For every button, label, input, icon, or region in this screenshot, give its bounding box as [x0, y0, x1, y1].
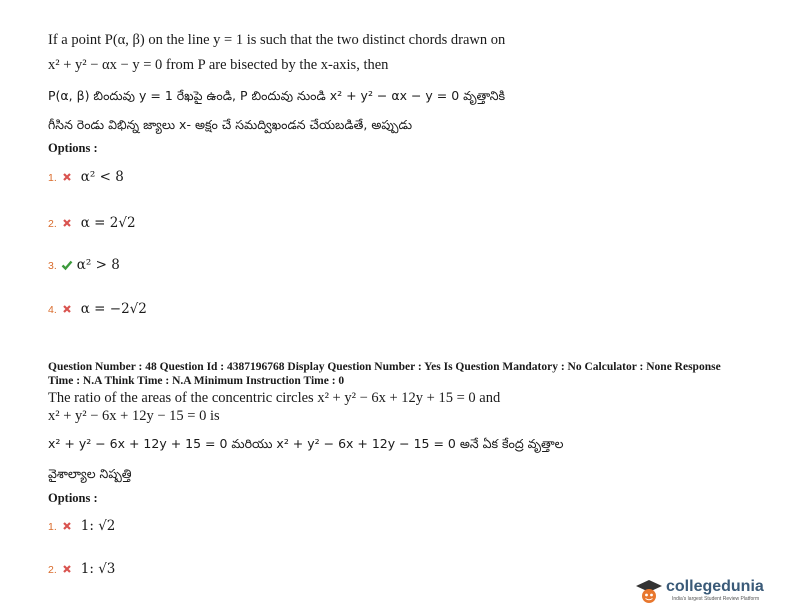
q1-options-label: Options :: [48, 141, 98, 155]
option-text: 1: √3: [80, 561, 116, 577]
option-text: 1: √2: [80, 518, 116, 534]
option-number: 3.: [48, 260, 57, 272]
cross-icon: [61, 303, 73, 315]
q2-option-2[interactable]: [48, 560, 115, 578]
q2-meta-line1: Question Number : 48 Question Id : 4387196768 Display Question Number : Yes Is Question Mandatory : No Calculator : None Response: [48, 361, 721, 373]
q1-line1: If a point P(α, β) on the line y = 1 is such that the two distinct chords drawn on: [48, 32, 506, 48]
cross-icon: [61, 563, 73, 575]
q2-telugu-line1: x² + y² − 6x + 12y + 15 = 0 మరియు x² + y² − 6x + 12y − 15 = 0 అనే ఏక కేంద్ర వృత్తాల: [48, 436, 564, 451]
q1-option-3[interactable]: [48, 256, 120, 274]
option-number: 2.: [48, 564, 57, 576]
cross-icon: [61, 171, 73, 183]
cross-icon: [61, 217, 73, 229]
option-text: α = −2√2: [80, 301, 147, 317]
q1-option-4[interactable]: [48, 300, 147, 318]
option-number: 1.: [48, 172, 57, 184]
option-number: 2.: [48, 218, 57, 230]
cross-icon: [61, 520, 73, 532]
q1-option-1[interactable]: [48, 168, 124, 186]
logo-wordmark: collegedunia: [666, 578, 764, 595]
q2-line1: The ratio of the areas of the concentric circles x² + y² − 6x + 12y + 15 = 0 and: [48, 390, 501, 406]
option-number: 4.: [48, 304, 57, 316]
logo-tagline: India's largest Student Review Platform: [672, 596, 760, 602]
q2-line2: x² + y² − 6x + 12y − 15 = 0 is: [48, 408, 220, 424]
collegedunia-logo: [634, 574, 784, 606]
q2-telugu-line2: వైశాల్యాల నిష్పత్తి: [48, 466, 132, 481]
q1-option-2[interactable]: [48, 214, 136, 232]
q2-meta-line2: Time : N.A Think Time : N.A Minimum Instruction Time : 0: [48, 375, 345, 387]
q2-options-label: Options :: [48, 491, 98, 505]
option-text: α² > 8: [76, 257, 120, 273]
checkmark-icon: [61, 259, 73, 271]
option-text: α² < 8: [80, 169, 124, 185]
option-text: α = 2√2: [80, 215, 136, 231]
option-number: 1.: [48, 521, 57, 533]
q1-line2: x² + y² − αx − y = 0 from P are bisected by the x-axis, then: [48, 57, 389, 73]
graduation-cap-icon: [634, 578, 664, 604]
q1-telugu-line1: P(α, β) బిందువు y = 1 రేఖపై ఉండి, P బిందువు నుండి x² + y² − αx − y = 0 వృత్తానికి: [48, 88, 506, 103]
q1-telugu-line2: గీసిన రెండు విభిన్న జ్యాలు x- అక్షం చే సమద్విఖండన చేయబడితే, అప్పుడు: [48, 117, 413, 132]
q2-option-1[interactable]: [48, 517, 115, 535]
